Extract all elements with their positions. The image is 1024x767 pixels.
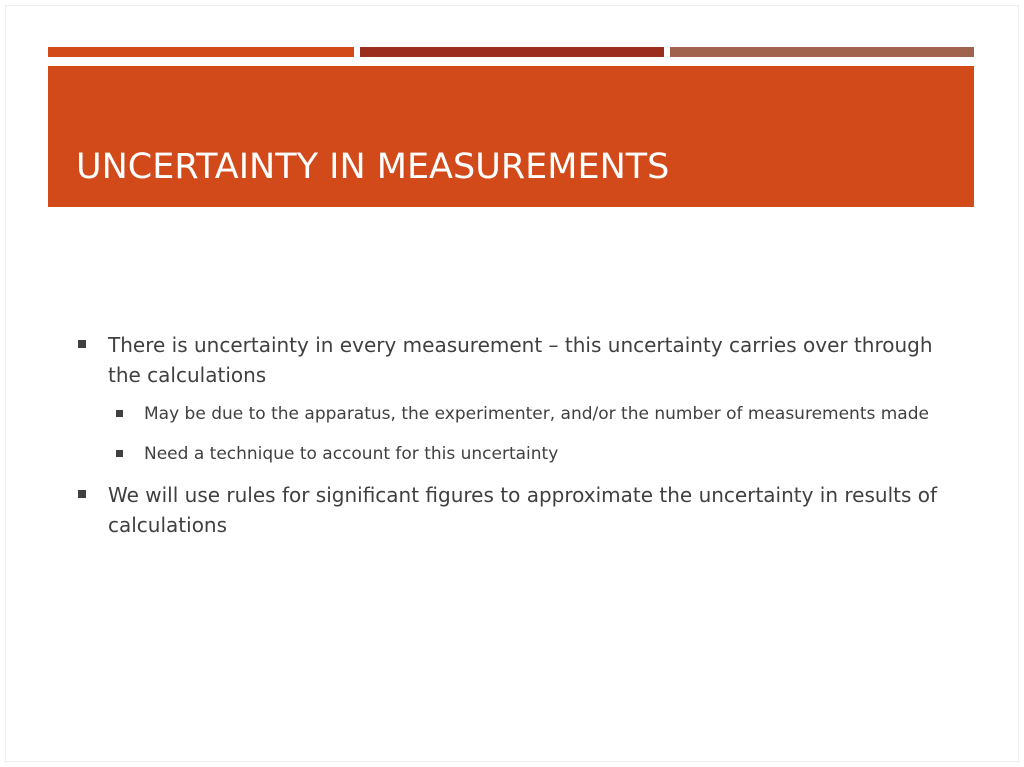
square-bullet-icon — [78, 490, 86, 498]
sub-bullet-text: Need a technique to account for this uncertainty — [144, 444, 559, 464]
square-bullet-icon — [78, 340, 86, 348]
bullet-text: We will use rules for significant figures to approximate the uncertainty in results of calculations — [108, 483, 938, 537]
square-bullet-icon — [116, 410, 123, 417]
sub-bullet-item — [116, 440, 958, 468]
square-bullet-icon — [116, 450, 123, 457]
title-banner — [48, 66, 974, 207]
bullet-item — [78, 330, 958, 390]
decorative-stripe-brown — [670, 47, 974, 57]
sub-bullet-text: May be due to the apparatus, the experimenter, and/or the number of measurements made — [144, 404, 929, 424]
slide-title: UNCERTAINTY IN MEASUREMENTS — [76, 147, 670, 187]
bullet-item — [78, 480, 958, 540]
decorative-stripe-dark-red — [360, 47, 664, 57]
slide-body — [78, 330, 958, 550]
decorative-stripe-orange — [48, 47, 354, 57]
sub-bullet-item — [116, 400, 958, 428]
bullet-text: There is uncertainty in every measurement – this uncertainty carries over through the calculations — [108, 333, 933, 387]
